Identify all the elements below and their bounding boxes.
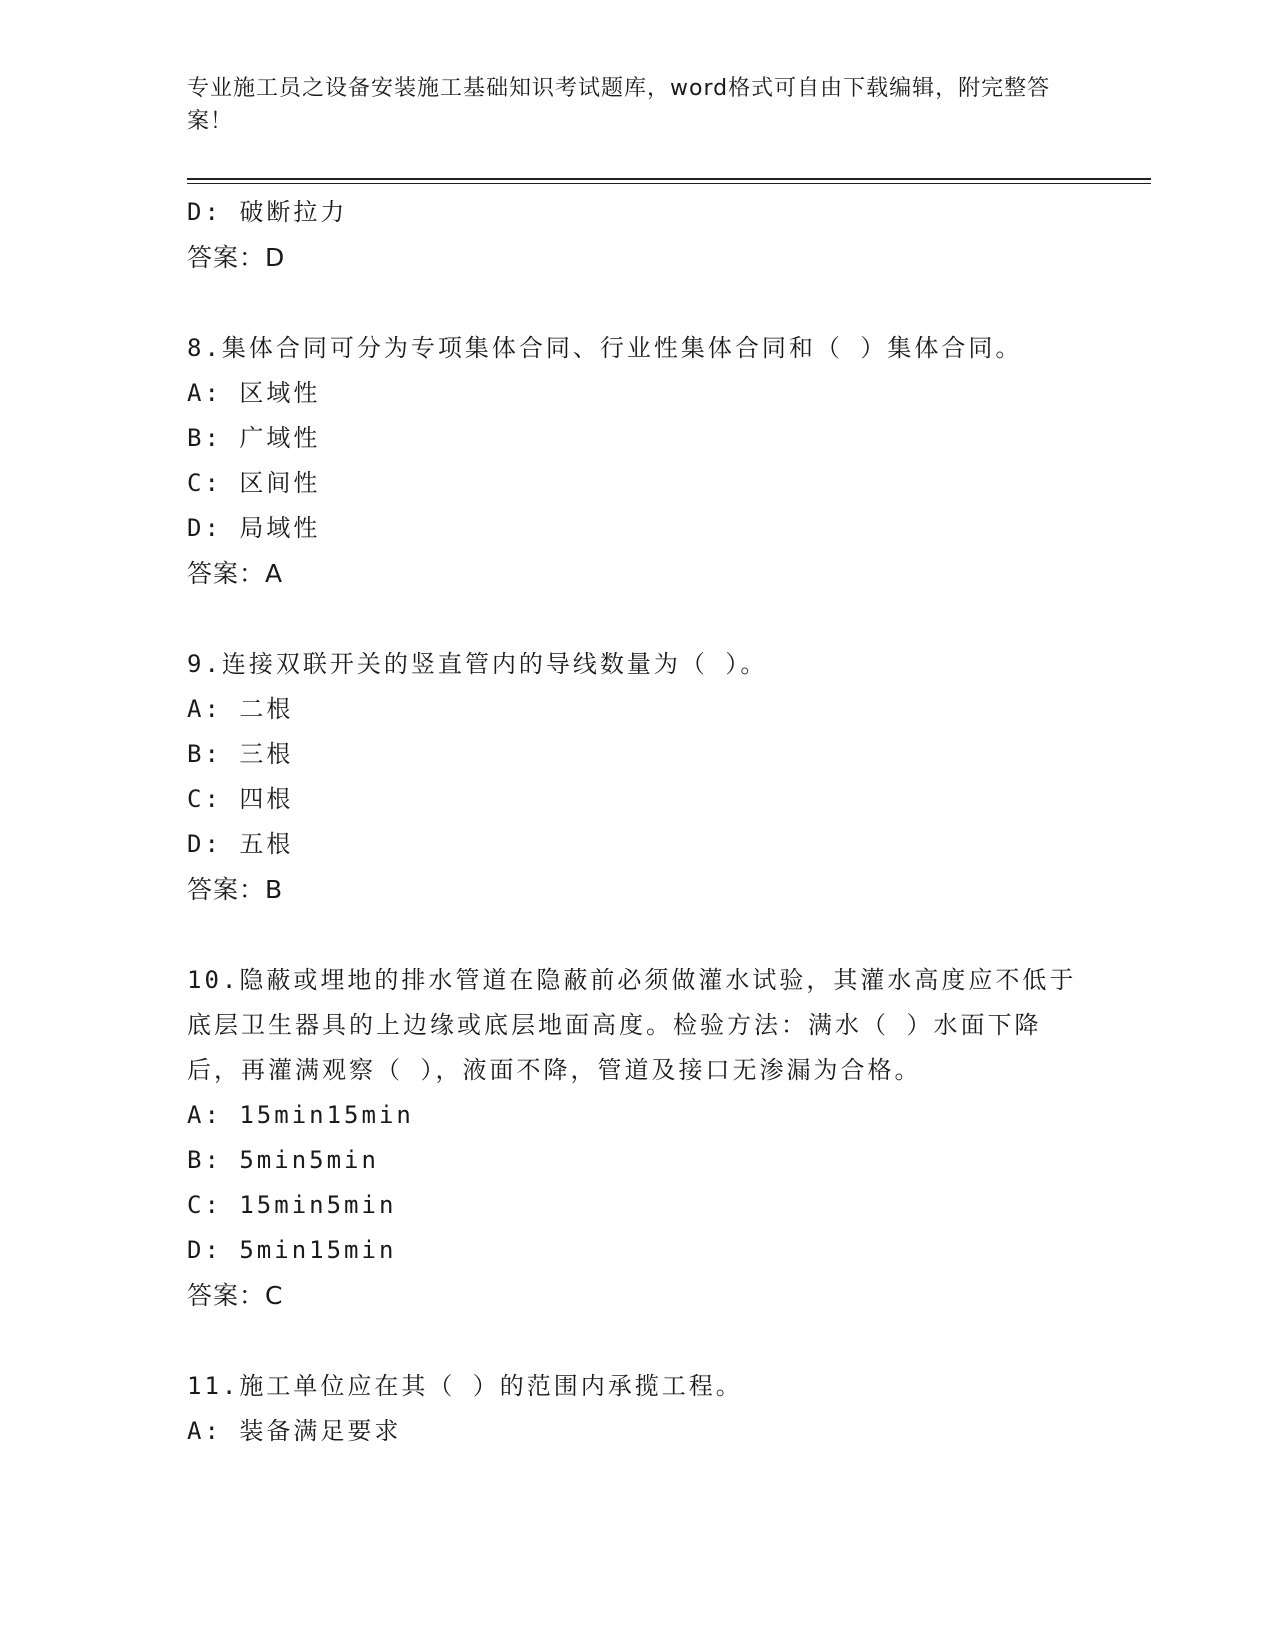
header-title: 专业施工员之设备安装施工基础知识考试题库，word格式可自由下载编辑，附完整答案！ [187, 76, 1051, 134]
option-c: C: 区间性 [187, 469, 321, 497]
question-text: 11.施工单位应在其（ ）的范围内承揽工程。 [187, 1372, 743, 1400]
answer-line: 答案：B [187, 875, 284, 904]
carryover-block [187, 190, 1087, 280]
option-b: B: 三根 [187, 740, 294, 768]
question-9 [187, 642, 1087, 912]
option-b: B: 5min5min [187, 1146, 379, 1174]
option-d: D: 五根 [187, 830, 294, 858]
option-a: A: 装备满足要求 [187, 1417, 402, 1445]
answer-line: 答案：D [187, 243, 286, 272]
answer-line: 答案：A [187, 559, 284, 588]
question-text: 10.隐蔽或埋地的排水管道在隐蔽前必须做灌水试验，其灌水高度应不低于底层卫生器具的上边缘或底层地面高度。检验方法：满水（ ）水面下降后，再灌满观察（ ），液面不降，管道及接口无渗漏为合格。 [187, 966, 1077, 1084]
question-8 [187, 326, 1087, 596]
question-text: 8.集体合同可分为专项集体合同、行业性集体合同和（ ）集体合同。 [187, 334, 1023, 362]
option-b: B: 广域性 [187, 424, 321, 452]
option-a: A: 区域性 [187, 379, 321, 407]
option-d: D: 5min15min [187, 1236, 397, 1264]
option-a: A: 二根 [187, 695, 294, 723]
header-rule-thin [187, 183, 1151, 184]
option-c: C: 四根 [187, 785, 294, 813]
answer-line: 答案：C [187, 1281, 284, 1310]
document-header [187, 72, 1067, 138]
question-text: 9.连接双联开关的竖直管内的导线数量为（ ）。 [187, 650, 768, 678]
option-d: D: 破断拉力 [187, 198, 348, 226]
option-a: A: 15min15min [187, 1101, 414, 1129]
exam-content [187, 190, 1087, 1454]
option-c: C: 15min5min [187, 1191, 397, 1219]
header-rule-thick [187, 178, 1151, 180]
question-11 [187, 1364, 1087, 1454]
option-d: D: 局域性 [187, 514, 321, 542]
question-10 [187, 958, 1087, 1318]
